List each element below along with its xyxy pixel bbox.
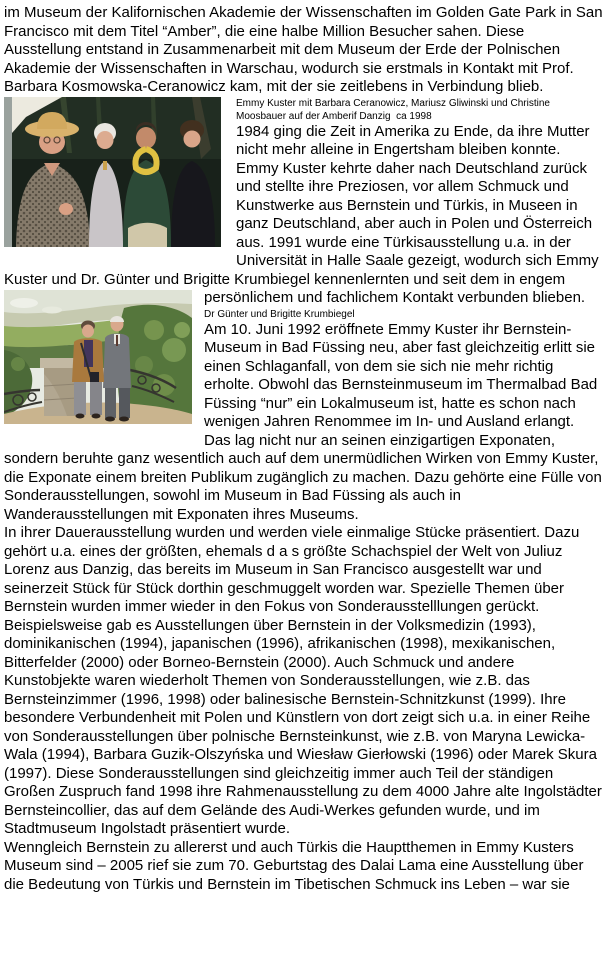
photo-krumbiegel-couple: [4, 290, 192, 424]
paragraph-1984-part2: und fachlichem Kontakt verbunden blieben.: [297, 289, 586, 306]
photo-amberif-group: [4, 97, 221, 247]
paragraph-ingolstadt: Großen Zuspruch fand 1998 ihre Rahmenausstellung zu dem 4000 Jahre alte Ingolstädter Bernsteincollier, das auf dem Gelände des Audi-Werkes gefunden wurde, und im Stadtmuseum Ingolstadt präsentiert wurde.: [4, 783, 602, 837]
paragraph-museum-neueroeffnung: Am 10. Juni 1992 eröffnete Emmy Kuster ihr Bernstein-Museum in Bad Füssing neu, aber fast gleichzeitig erlitt sie einen Schlaganfall, von dem sie sich nie mehr richtig erholte. Obwohl das Bernsteinmuseum im Thermalbad Bad Füssing “nur” ein Lokalmuseum ist, hatte es schon nach wenigen Jahren Renommee im In- und Ausland erlangt. Das lag nicht nur an seinen einzigartigen Exponaten, sondern beruhte ganz wesentlich auch auf dem unermüdlichen Wirken von Emmy Kuster, die Exponate einem breiten Publikum zugänglich zu machen. Dazu gehörte eine Fülle von Sonderausstellungen, sowohl im Museum in Bad Füssing als auch in Wanderausstellungen mit Exponaten ihres Museums.: [4, 320, 602, 523]
paragraph-intro: im Museum der Kalifornischen Akademie der Wissenschaften im Golden Gate Park in San Francisco mit dem Titel “Amber”, die eine halbe Million Besucher sahen. Diese Ausstellung entstand in Zusammenarbeit mit dem Museum der Erde der Polnischen Akademie der Wissenschaften in Warschau, wodurch sie erstmals in Kontakt mit Prof. Barbara Kosmowska-Ceranowicz kam, mit der sie zeitlebens in Verbindung blieb.: [4, 4, 603, 95]
paragraph-schluss: Wenngleich Bernstein zu allererst und auch Türkis die Hauptthemen in Emmy Kusters Museum sind – 2005 rief sie zum 70. Geburtstag des Dalai Lama eine Ausstellung über die Bedeutung von Türkis und Bernstein im Tibetischen Schmuck ins Leben – war sie: [4, 838, 584, 893]
paragraph-1984-part1: 1984 ging die Zeit in Amerika zu Ende, da ihre Mutter nicht mehr alleine in Engertsham bleiben konnte. Emmy Kuster kehrte daher nach Deutschland zurück und stellte ihre Preziosen, vor allem Schmuck und Kunstwerke aus Bernstein und Türkis, in Museen in ganz Deutschland, aber auch in Polen und Österreich aus. 1991 wurde eine Türkisausstellung u.a. in der Universität in Halle Saale gezeigt, wodurch sich Emmy Kuster und Dr. Günter und Brigitte Krumbiegel kennenlernten und seit dem in engem persönlichem: [4, 122, 599, 306]
photo-caption-amberif: Emmy Kuster mit Barbara Ceranowicz, Mariusz Gliwinski und Christine Moosbauer auf der Amberif Danzig ca 1998: [236, 97, 550, 122]
paragraph-dauerausstellung: In ihrer Dauerausstellung wurden und werden viele einmalige Stücke präsentiert. Dazu gehört u.a. eines der größten, ehemals d a s größte Schachspiel der Welt von Juliuz Lorenz aus Danzig, das bereits im Museum in San Francisco ausgestellt war und seinerzeit Stück für Stück dorthin geschmuggelt worden war. Spezielle Themen über Bernstein wurden immer wieder in den Fokus von Sonderausstelllungen gerückt. Beispielsweise gab es Ausstellungen über Bernstein in der Volksmedizin (1993), dominikanischen (1994), japanischen (1996), afrikanischen (1998), mexikanischen, Bitterfelder (2000) oder Borneo-Bernstein (2000). Auch Schmuck und andere Kunstobjekte waren wiederholt Themen von Sonderausstellungen, wie z.B. das Bernsteinzimmer (1996, 1998) oder balinesische Bernstein-Schnitzkunst (1999). Ihre besondere Verbundenheit mit Polen und Künstlern von dort zeigt sich u.a. in einer Reihe von Sonderausstellungen über polnische Bernsteinkunst, wie z.B. von Maryna Lewicka-Wala (1994), Barbara Guzik-Olszyńska und Wiesław Gierłowski (1996) oder Marek Skura (1997). Diese Sonderausstellungen sind gleichzeitig immer auch Teil der ständigen: [4, 524, 597, 782]
photo-caption-krumbiegel: Dr Günter und Brigitte Krumbiegel: [204, 308, 355, 320]
